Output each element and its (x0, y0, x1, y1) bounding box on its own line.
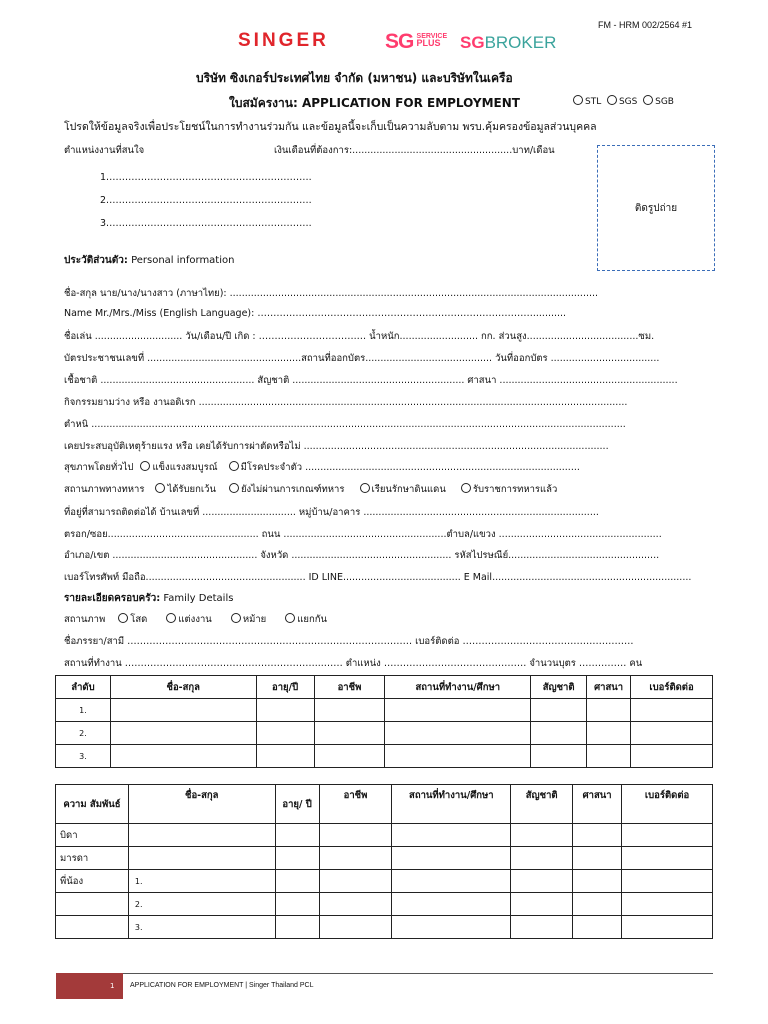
name-cell[interactable] (128, 847, 275, 870)
table-cell[interactable] (275, 916, 319, 939)
table-row (56, 722, 713, 745)
footer-text: APPLICATION FOR EMPLOYMENT | Singer Thailand PCL (130, 982, 314, 989)
company-option-sgs[interactable]: SGS (607, 97, 637, 107)
sgs-logo-main: SG (385, 30, 414, 53)
radio-icon (229, 483, 239, 493)
relatives-table (55, 784, 713, 939)
table-cell[interactable] (622, 916, 713, 939)
table-cell[interactable] (392, 870, 511, 893)
table-cell[interactable] (622, 870, 713, 893)
table-cell[interactable] (275, 847, 319, 870)
table-cell[interactable] (622, 893, 713, 916)
radio-icon (285, 613, 295, 623)
table-cell[interactable] (319, 847, 392, 870)
table-cell[interactable] (256, 745, 314, 768)
personal-section-title: ประวัติส่วนตัว: Personal information (64, 255, 235, 266)
sgb-logo (460, 33, 556, 53)
soi-road-field[interactable]: ตรอก/ซอย.................................................. ถนน ......................................................ตำบล/แขวง ...................................................... (64, 529, 662, 540)
table-cell[interactable] (631, 722, 713, 745)
relation-cell (56, 893, 129, 916)
military-option-served[interactable]: รับราชการทหารแล้ว (461, 484, 557, 495)
family-section-title: รายละเอียดครอบครัว: Family Details (64, 593, 234, 604)
name-english-field[interactable]: Name Mr./Mrs./Miss (English Language): ……………………………………………………………………………........... (64, 308, 567, 319)
sgs-logo-sub1: SERVICE (416, 33, 448, 40)
company-name: บริษัท ซิงเกอร์ประเทศไทย จำกัด (มหาชน) และบริษัทในเครือ (196, 71, 513, 85)
table-header-row (56, 785, 713, 824)
amphur-province-field[interactable]: อำเภอ/เขต ................................................ จังหวัด ..................................................... รหัสไปรษณีย์.................................................. (64, 550, 660, 561)
name-cell[interactable]: 3. (128, 916, 275, 939)
intro-text: โปรดให้ข้อมูลจริงเพื่อประโยชน์ในการทำงานร่วมกัน และข้อมูลนี้จะเก็บเป็นความลับตาม พรบ.คุ้มครองข้อมูลส่วนบุคคล (64, 121, 597, 133)
salary-field[interactable]: เงินเดือนที่ต้องการ:.....................................................บาท/เดือน (274, 145, 555, 156)
health-option-disease[interactable]: มีโรคประจำตัว ........................................................................................... (229, 462, 580, 473)
table-header-row (56, 676, 713, 699)
table-cell[interactable] (319, 916, 392, 939)
photo-label: ติดรูปถ่าย (634, 202, 678, 214)
hobby-field[interactable]: กิจกรรมยามว่าง หรือ งานอดิเรก .............................................................................................................................................. (64, 397, 628, 408)
radio-icon (229, 461, 239, 471)
accident-field[interactable]: เคยประสบอุบัติเหตุร้ายแรง หรือ เคยได้รับการผ่าตัดหรือไม่ ..................................................................................................... (64, 441, 609, 452)
col-header: ชื่อ-สกุล (128, 785, 275, 824)
relation-cell (56, 916, 129, 939)
table-cell[interactable] (392, 824, 511, 847)
company-options (573, 95, 674, 107)
position-label: ตำแหน่งงานที่สนใจ (64, 145, 145, 156)
table-cell[interactable] (573, 824, 622, 847)
table-cell[interactable] (531, 745, 587, 768)
form-title: ใบสมัครงาน: APPLICATION FOR EMPLOYMENT (229, 96, 520, 110)
table-cell[interactable] (531, 722, 587, 745)
table-cell[interactable] (319, 893, 392, 916)
table-cell[interactable] (385, 699, 531, 722)
radio-icon (607, 95, 617, 105)
photo-box[interactable] (597, 145, 715, 271)
position-line-3[interactable]: 3.………………………………………………………. (100, 218, 312, 229)
table-cell[interactable] (110, 699, 256, 722)
table-cell[interactable] (319, 870, 392, 893)
health-row: สุขภาพโดยทั่วไป แข็งแรงสมบูรณ์ มีโรคประจำตัว ........................................................................................... (64, 462, 580, 473)
table-cell[interactable] (275, 824, 319, 847)
table-row (56, 824, 713, 847)
company-option-sgb[interactable]: SGB (643, 97, 674, 107)
col-header: อาชีพ (319, 785, 392, 824)
table-cell[interactable] (573, 870, 622, 893)
radio-icon (140, 461, 150, 471)
page-number: 1 (110, 982, 115, 990)
col-header: สัญชาติ (531, 676, 587, 699)
footer-divider (123, 973, 713, 974)
military-option-reserve[interactable]: เรียนรักษาดินแดน (360, 484, 446, 495)
military-option-exempt[interactable]: ได้รับยกเว้น (155, 484, 215, 495)
relation-cell: มารดา (56, 847, 129, 870)
position-line-1[interactable]: 1.………………………………………………………. (100, 172, 312, 183)
status-option-single[interactable]: โสด (118, 614, 147, 625)
status-option-separated[interactable]: แยกกัน (285, 614, 327, 625)
military-option-not-yet[interactable]: ยังไม่ผ่านการเกณฑ์ทหาร (229, 484, 345, 495)
table-cell[interactable] (314, 699, 385, 722)
radio-icon (643, 95, 653, 105)
status-option-widowed[interactable]: หม้าย (231, 614, 266, 625)
table-cell[interactable] (573, 847, 622, 870)
nickname-birth-field[interactable]: ชื่อเล่น ............................. วัน/เดือน/ปี เกิด : ………………………….… น้ำหนัก.......................... กก. ส่วนสูง.....................................ซม. (64, 331, 655, 342)
table-cell[interactable] (392, 916, 511, 939)
col-header: ความ สัมพันธ์ (56, 785, 129, 824)
company-option-stl[interactable]: STL (573, 97, 601, 107)
table-cell[interactable] (511, 824, 573, 847)
footer-page-badge (56, 973, 123, 999)
col-header: เบอร์ติดต่อ (622, 785, 713, 824)
sgs-logo-sub2: PLUS (416, 38, 441, 48)
name-cell[interactable]: 2. (128, 893, 275, 916)
relation-cell: พี่น้อง (56, 870, 129, 893)
spouse-field[interactable]: ชื่อภรรยา/สามี ……………………………………………………………………………… เบอร์ติดต่อ ……………………………………………… (64, 636, 634, 647)
table-cell[interactable] (110, 745, 256, 768)
table-row (56, 847, 713, 870)
address-field[interactable]: ที่อยู่ที่สามารถติดต่อได้ บ้านเลขที่ ............................... หมู่บ้าน/อาคาร .............................................................................. (64, 507, 599, 518)
radio-icon (155, 483, 165, 493)
col-header: ลำดับ (56, 676, 111, 699)
table-cell[interactable] (587, 745, 631, 768)
idcard-field[interactable]: บัตรประชาชนเลขที่ ...................................................สถานที่ออกบัตร.......................................... วันที่ออกบัตร .................................... (64, 353, 660, 364)
form-code: FM - HRM 002/2564 #1 (598, 20, 693, 30)
status-option-married[interactable]: แต่งงาน (166, 614, 211, 625)
row-index: 1. (56, 699, 111, 722)
col-header: สถานที่ทำงาน/ศึกษา (392, 785, 511, 824)
name-cell[interactable]: 1. (128, 870, 275, 893)
table-cell[interactable] (256, 699, 314, 722)
table-cell[interactable] (319, 824, 392, 847)
col-header: ศาสนา (587, 676, 631, 699)
row-index: 2. (56, 722, 111, 745)
col-header: สัญชาติ (511, 785, 573, 824)
table-cell[interactable] (275, 870, 319, 893)
table-cell[interactable] (622, 824, 713, 847)
name-thai-field[interactable]: ชื่อ-สกุล นาย/นาง/นางสาว (ภาษาไทย): .......................................................................................................................... (64, 288, 599, 299)
children-table (55, 675, 713, 768)
phone-line-email-field[interactable]: เบอร์โทรศัพท์ มือถือ..................................................... ID LINE....................................... E Mail.................................................................. (64, 572, 692, 583)
table-cell[interactable] (385, 745, 531, 768)
table-cell[interactable] (531, 699, 587, 722)
table-cell[interactable] (573, 916, 622, 939)
race-nationality-field[interactable]: เชื้อชาติ ................................................... สัญชาติ ......................................................... ศาสนา ........................................................... (64, 375, 678, 386)
table-cell[interactable] (392, 847, 511, 870)
radio-icon (461, 483, 471, 493)
table-cell[interactable] (392, 893, 511, 916)
col-header: สถานที่ทำงาน/ศึกษา (385, 676, 531, 699)
sgb-logo-main: SG (460, 33, 485, 52)
relation-cell: บิดา (56, 824, 129, 847)
table-cell[interactable] (587, 699, 631, 722)
table-row (56, 745, 713, 768)
table-cell[interactable] (314, 722, 385, 745)
radio-icon (118, 613, 128, 623)
radio-icon (573, 95, 583, 105)
table-row (56, 893, 713, 916)
radio-icon (360, 483, 370, 493)
table-cell[interactable] (511, 870, 573, 893)
row-index: 3. (56, 745, 111, 768)
position-line-2[interactable]: 2.………………………………………………………. (100, 195, 312, 206)
col-header: ชื่อ-สกุล (110, 676, 256, 699)
name-cell[interactable] (128, 824, 275, 847)
radio-icon (231, 613, 241, 623)
col-header: อายุ/ ปี (275, 785, 319, 824)
table-row (56, 699, 713, 722)
marital-status-row: สถานภาพ โสด แต่งงาน หม้าย แยกกัน (64, 614, 327, 625)
table-cell[interactable] (587, 722, 631, 745)
table-cell[interactable] (256, 722, 314, 745)
table-cell[interactable] (511, 893, 573, 916)
table-row (56, 870, 713, 893)
col-header: เบอร์ติดต่อ (631, 676, 713, 699)
table-cell[interactable] (511, 847, 573, 870)
col-header: อาชีพ (314, 676, 385, 699)
sgs-logo (385, 30, 447, 54)
col-header: ศาสนา (573, 785, 622, 824)
table-cell[interactable] (631, 699, 713, 722)
table-cell[interactable] (511, 916, 573, 939)
singer-logo: SINGER (238, 30, 329, 51)
radio-icon (166, 613, 176, 623)
table-cell[interactable] (314, 745, 385, 768)
defect-field[interactable]: ตำหนิ ................................................................................................................................................................................. (64, 419, 626, 430)
table-row (56, 916, 713, 939)
table-cell[interactable] (385, 722, 531, 745)
col-header: อายุ/ปี (256, 676, 314, 699)
table-cell[interactable] (275, 893, 319, 916)
spouse-work-field[interactable]: สถานที่ทำงาน ……………………………………………………...…… ตำแหน่ง ……………………………………… จำนวนบุตร …………… คน (64, 658, 643, 669)
military-row: สถานภาพทางทหาร ได้รับยกเว้น ยังไม่ผ่านการเกณฑ์ทหาร เรียนรักษาดินแดน รับราชการทหารแล้ว (64, 484, 558, 495)
table-cell[interactable] (110, 722, 256, 745)
sgb-logo-word: BROKER (484, 33, 557, 52)
table-cell[interactable] (622, 847, 713, 870)
table-cell[interactable] (573, 893, 622, 916)
health-option-healthy[interactable]: แข็งแรงสมบูรณ์ (140, 462, 217, 473)
table-cell[interactable] (631, 745, 713, 768)
